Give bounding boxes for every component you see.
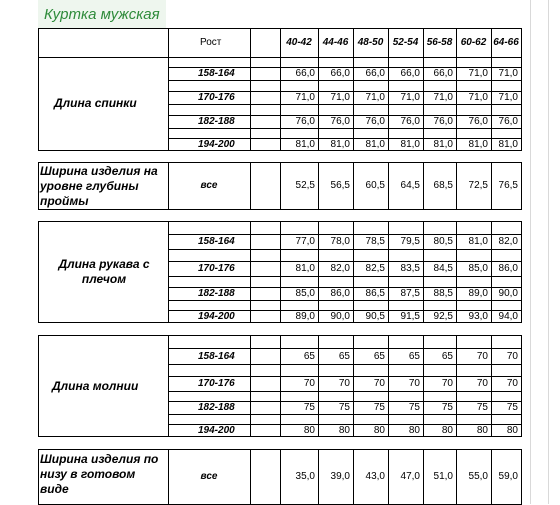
value-cell[interactable]: 70 [476,378,488,389]
grid-line [168,150,522,151]
value-cell[interactable]: 86,0 [498,263,518,274]
value-cell[interactable]: 84,5 [433,263,453,274]
value-cell[interactable]: 60,5 [365,180,385,191]
grid-line [168,80,522,81]
value-cell[interactable]: 75 [338,402,350,413]
value-cell[interactable]: 66,0 [433,68,453,79]
grid-line [168,128,522,129]
value-cell[interactable]: 82,0 [330,263,350,274]
grid-line [168,322,522,323]
value-cell[interactable]: 77,0 [295,236,315,247]
row-height-194-200[interactable]: 194-200 [198,424,235,436]
value-cell[interactable]: 82,5 [365,263,385,274]
value-cell[interactable]: 85,0 [468,263,488,274]
value-cell[interactable]: 86,0 [330,288,350,299]
value-cell[interactable]: 80 [476,424,488,436]
section-label: Длина рукава с плечом [58,257,150,286]
grid-line [250,449,251,504]
grid-line [250,28,251,57]
value-cell[interactable]: 55,0 [468,471,488,482]
value-cell[interactable]: 35,0 [295,471,315,482]
row-height-170-176[interactable]: 170-176 [198,263,235,274]
grid-line [168,414,522,415]
grid-line [521,28,522,57]
value-cell[interactable]: 85,0 [295,288,315,299]
sheet-gridline [530,0,531,504]
value-cell[interactable]: 87,5 [400,288,420,299]
section-label: Ширина изделия по низу в готовом виде [40,452,159,496]
header-size-56-58[interactable]: 56-58 [426,37,453,48]
value-cell[interactable]: 71,0 [400,92,420,103]
row-height-182-188[interactable]: 182-188 [198,116,235,127]
value-cell[interactable]: 91,5 [400,310,420,322]
value-cell[interactable]: 71,0 [433,92,453,103]
value-cell[interactable]: 75 [408,402,420,413]
value-cell[interactable]: 65 [373,350,385,362]
grid-line [38,449,39,504]
grid-line [250,162,251,209]
value-cell[interactable]: 80 [506,424,518,436]
value-cell[interactable]: 71,0 [498,68,518,79]
value-cell[interactable]: 65 [441,350,453,362]
grid-line [250,221,251,322]
value-cell[interactable]: 88,5 [433,288,453,299]
row-height-194-200[interactable]: 194-200 [198,138,235,150]
value-cell[interactable]: 52,5 [295,180,315,191]
value-cell[interactable]: 80 [373,424,385,436]
row-height-all[interactable]: все [200,471,218,482]
header-rost[interactable]: Рост [200,37,222,48]
grid-line [250,335,251,436]
value-cell[interactable]: 71,0 [365,92,385,103]
section-label: Ширина изделия на уровне глубины проймы [40,164,158,208]
value-cell[interactable]: 80,5 [433,236,453,247]
value-cell[interactable]: 80 [303,424,315,436]
value-cell[interactable]: 83,5 [400,263,420,274]
value-cell[interactable]: 66,0 [400,68,420,79]
value-cell[interactable]: 81,0 [295,138,315,150]
value-cell[interactable]: 93,0 [468,310,488,322]
value-cell[interactable]: 81,0 [400,138,420,150]
value-cell[interactable]: 76,0 [433,116,453,127]
value-cell[interactable]: 89,0 [295,310,315,322]
grid-line [168,249,522,250]
value-cell[interactable]: 76,0 [295,116,315,127]
grid-line [168,104,522,105]
value-cell[interactable]: 75 [441,402,453,413]
value-cell[interactable]: 70 [506,350,518,362]
value-cell[interactable]: 68,5 [433,180,453,191]
value-cell[interactable]: 71,0 [295,92,315,103]
value-cell[interactable]: 89,0 [468,288,488,299]
header-size-44-46[interactable]: 44-46 [322,37,349,48]
header-size-60-62[interactable]: 60-62 [460,37,487,48]
value-cell[interactable]: 75 [506,402,518,413]
value-cell[interactable]: 76,0 [468,116,488,127]
grid-line [38,209,522,210]
row-height-all[interactable]: все [200,180,218,191]
value-cell[interactable]: 39,0 [330,471,350,482]
value-cell[interactable]: 66,0 [330,68,350,79]
grid-line [168,300,522,301]
grid-line [168,436,522,437]
header-size-40-42[interactable]: 40-42 [286,37,312,48]
value-cell[interactable]: 56,5 [330,180,350,191]
value-cell[interactable]: 78,5 [365,236,385,247]
row-height-170-176[interactable]: 170-176 [198,92,235,103]
value-cell[interactable]: 81,0 [433,138,453,150]
row-height-158-164[interactable]: 158-164 [198,68,235,79]
grid-line [521,162,522,209]
value-cell[interactable]: 76,0 [365,116,385,127]
value-cell[interactable]: 76,0 [498,116,518,127]
value-cell[interactable]: 81,0 [365,138,385,150]
value-cell[interactable]: 75 [476,402,488,413]
value-cell[interactable]: 71,0 [498,92,518,103]
value-cell[interactable]: 59,0 [498,471,518,482]
value-cell[interactable]: 72,5 [468,180,488,191]
section-label: Длина молнии [52,379,139,393]
value-cell[interactable]: 80 [338,424,350,436]
value-cell[interactable]: 70 [476,350,488,362]
value-cell[interactable]: 82,0 [498,236,518,247]
value-cell[interactable]: 81,0 [468,138,488,150]
value-cell[interactable]: 76,0 [400,116,420,127]
value-cell[interactable]: 80 [408,424,420,436]
value-cell[interactable]: 71,0 [468,68,488,79]
row-height-170-176[interactable]: 170-176 [198,378,235,389]
row-height-182-188[interactable]: 182-188 [198,288,235,299]
value-cell[interactable]: 90,5 [365,310,385,322]
value-cell[interactable]: 70 [338,378,350,389]
value-cell[interactable]: 86,5 [365,288,385,299]
header-size-64-66[interactable]: 64-66 [493,37,519,48]
value-cell[interactable]: 76,0 [330,116,350,127]
value-cell[interactable]: 75 [303,402,315,413]
grid-line [38,221,39,322]
value-cell[interactable]: 65 [338,350,350,362]
header-size-48-50[interactable]: 48-50 [357,37,384,48]
value-cell[interactable]: 64,5 [400,180,420,191]
value-cell[interactable]: 66,0 [295,68,315,79]
grid-line [521,335,522,436]
grid-line [168,364,522,365]
value-cell[interactable]: 51,0 [433,471,453,482]
value-cell[interactable]: 71,0 [468,92,488,103]
value-cell[interactable]: 70 [441,378,453,389]
value-cell[interactable]: 78,0 [330,236,350,247]
grid-line [521,221,522,322]
grid-line [168,391,522,392]
grid-line [38,28,39,57]
section-label: Длина спинки [54,96,137,110]
value-cell[interactable]: 66,0 [365,68,385,79]
value-cell[interactable]: 90,0 [330,310,350,322]
grid-line [38,57,39,150]
value-cell[interactable]: 76,5 [498,180,518,191]
value-cell[interactable]: 70 [506,378,518,389]
value-cell[interactable]: 81,0 [468,236,488,247]
row-height-194-200[interactable]: 194-200 [198,310,235,322]
value-cell[interactable]: 65 [408,350,420,362]
value-cell[interactable]: 81,0 [295,263,315,274]
value-cell[interactable]: 90,0 [498,288,518,299]
value-cell[interactable]: 81,0 [498,138,518,150]
value-cell[interactable]: 65 [303,350,315,362]
value-cell[interactable]: 75 [373,402,385,413]
value-cell[interactable]: 81,0 [330,138,350,150]
grid-line [168,276,522,277]
grid-line [521,449,522,504]
value-cell[interactable]: 94,0 [498,310,518,322]
page-title: Куртка мужская [44,6,160,23]
value-cell[interactable]: 70 [373,378,385,389]
value-cell[interactable]: 43,0 [365,471,385,482]
value-cell[interactable]: 80 [441,424,453,436]
row-height-182-188[interactable]: 182-188 [198,402,235,413]
value-cell[interactable]: 70 [303,378,315,389]
value-cell[interactable]: 71,0 [330,92,350,103]
header-size-52-54[interactable]: 52-54 [392,37,419,48]
sheet-gridline [548,0,549,504]
value-cell[interactable]: 70 [408,378,420,389]
value-cell[interactable]: 47,0 [400,471,420,482]
value-cell[interactable]: 79,5 [400,236,420,247]
grid-line [38,335,39,436]
row-height-158-164[interactable]: 158-164 [198,350,235,362]
grid-line [38,162,39,209]
row-height-158-164[interactable]: 158-164 [198,236,235,247]
value-cell[interactable]: 92,5 [433,310,453,322]
